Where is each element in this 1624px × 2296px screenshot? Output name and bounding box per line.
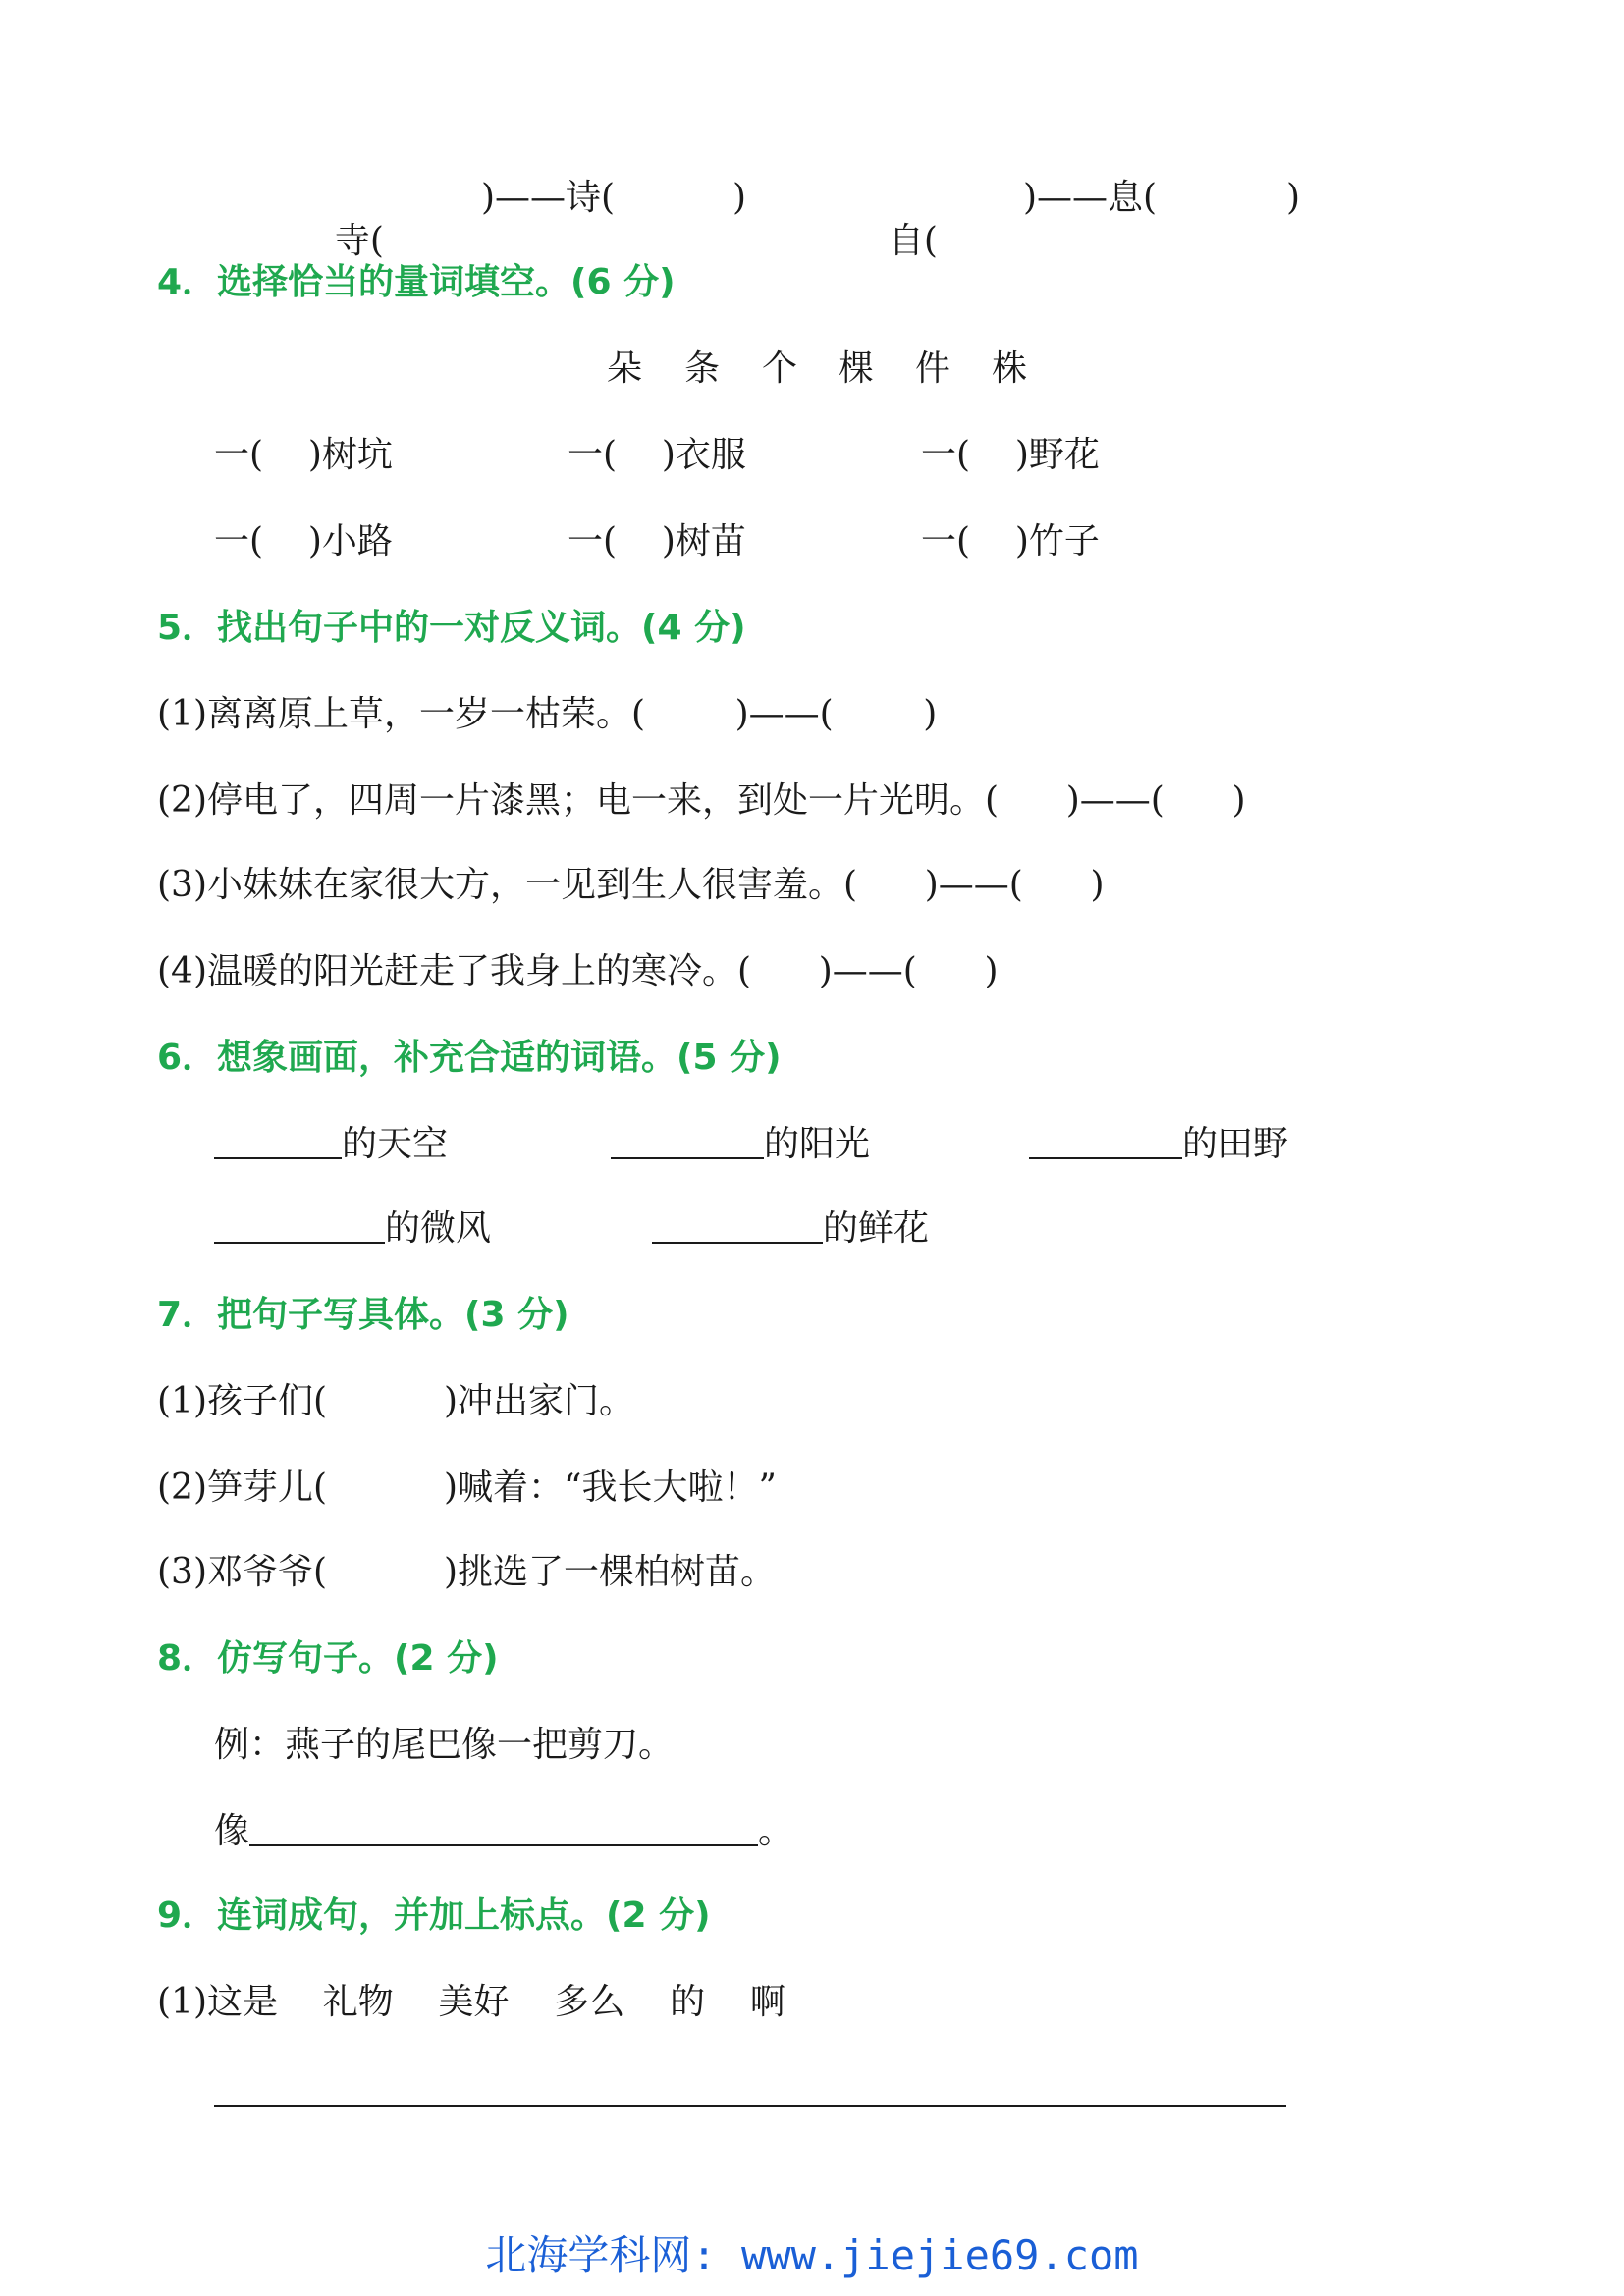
sentence-start: (3)邓爷爷( [157, 1552, 328, 1592]
end-punct: 。 [758, 1811, 794, 1851]
antonym-item: (3)小妹妹在家很大方，一见到生人很害羞。( )——( ) [157, 865, 1105, 905]
answer-line [214, 2105, 1286, 2107]
sentence-item [157, 1551, 777, 1594]
question-8-title: 8．仿写句子。(2 分) [157, 1638, 499, 1679]
phrase-blank-item [214, 1123, 448, 1166]
phrase-blank-item [652, 1207, 929, 1251]
phrase-blank-item [611, 1123, 870, 1166]
phrase-text: 的阳光 [764, 1124, 871, 1164]
word-jian: 件 [915, 348, 951, 389]
sentence-start: (1)孩子们( [157, 1381, 328, 1421]
sentence-start: (2)笋芽儿( [157, 1468, 328, 1508]
sentence-end: )挑选了一棵柏树苗。 [444, 1552, 777, 1592]
sentence-end: )冲出家门。 [444, 1381, 635, 1421]
word-zhu: 株 [992, 348, 1028, 389]
phrase-text: 的微风 [385, 1208, 492, 1249]
question-9-title: 9．连词成句，并加上标点。(2 分) [157, 1896, 711, 1936]
fill-item: 一( )树苗 [568, 521, 746, 561]
phrase-blank-item [214, 1207, 491, 1251]
fill-item: 一( )小路 [214, 521, 393, 561]
paren-close: ) [732, 178, 747, 218]
fill-item: 一( )野花 [921, 435, 1100, 475]
sentence-item [157, 1380, 635, 1423]
char-zi: 自( [888, 221, 938, 261]
answer-blank [611, 1124, 764, 1159]
paren-close: ) [1286, 178, 1301, 218]
char-xi: )——息( [1023, 178, 1158, 218]
phrase-text: 的天空 [342, 1124, 449, 1164]
question-6-title: 6．想象画面，补充合适的词语。(5 分) [157, 1038, 782, 1078]
char-shi: )——诗( [481, 178, 616, 218]
answer-blank [1029, 1124, 1182, 1159]
lead-char: 像 [214, 1811, 250, 1851]
phrase-text: 的田野 [1182, 1124, 1289, 1164]
question-4-title: 4．选择恰当的量词填空。(6 分) [157, 262, 676, 302]
word-duo: 朵 [607, 348, 643, 389]
sentence-item [157, 1467, 777, 1510]
question-5-title: 5．找出句子中的一对反义词。(4 分) [157, 608, 746, 648]
word-tiao: 条 [684, 348, 721, 389]
example-sentence: 例：燕子的尾巴像一把剪刀。 [214, 1725, 675, 1765]
answer-blank [652, 1208, 823, 1244]
word-ge: 个 [762, 348, 798, 389]
char-si: 寺( [334, 221, 384, 261]
word-ke: 棵 [839, 348, 875, 389]
answer-blank [214, 1208, 385, 1244]
sentence-end: )喊着：“我长大啦！” [444, 1468, 777, 1508]
fill-item: 一( )衣服 [568, 435, 746, 475]
phrase-blank-item [1029, 1123, 1288, 1166]
word-order-item: (1)这是 礼物 美好 多么 的 啊 [157, 1982, 785, 2022]
antonym-item: (1)离离原上草，一岁一枯荣。( )——( ) [157, 694, 938, 734]
imitation-line [214, 1810, 793, 1853]
question-7-title: 7．把句子写具体。(3 分) [157, 1295, 569, 1335]
phrase-text: 的鲜花 [823, 1208, 930, 1249]
fill-item: 一( )树坑 [214, 435, 393, 475]
answer-blank [249, 1811, 758, 1846]
char-pair-zi-xi [866, 177, 1301, 263]
char-pair-si-shi [312, 177, 747, 263]
antonym-item: (4)温暖的阳光赶走了我身上的寒冷。( )——( ) [157, 951, 999, 991]
answer-blank [214, 1124, 342, 1159]
footer-watermark: 北海学科网: www.jiejie69.com [485, 2231, 1139, 2279]
antonym-item: (2)停电了，四周一片漆黑；电一来，到处一片光明。( )——( ) [157, 780, 1246, 821]
fill-item: 一( )竹子 [921, 521, 1100, 561]
